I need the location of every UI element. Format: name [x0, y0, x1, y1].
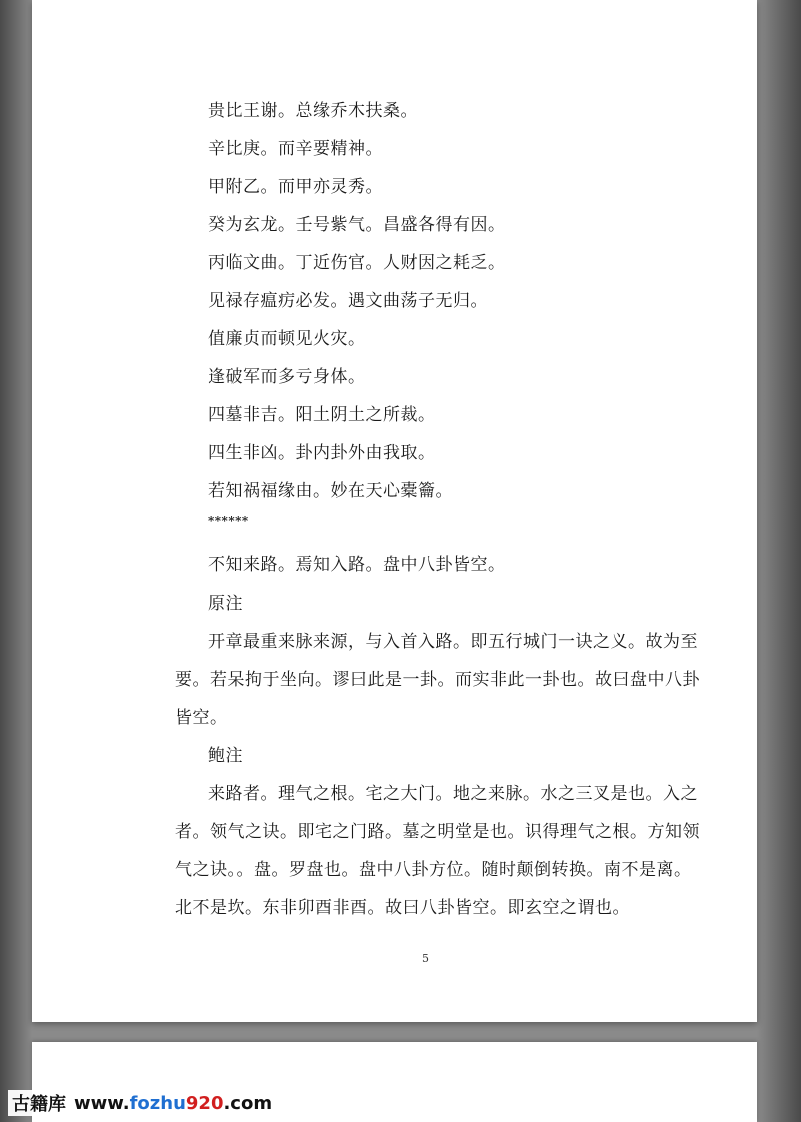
text-line: 辛比庚。而辛要精神。	[208, 139, 383, 159]
watermark-site-name: 古籍库	[12, 1094, 66, 1115]
annotation-heading: 鲍注	[208, 746, 243, 766]
watermark-url-brand: fozhu	[129, 1092, 186, 1114]
document-page	[32, 0, 757, 1022]
text-line: 四墓非吉。阳土阴土之所裁。	[208, 405, 436, 425]
text-line: 北不是坎。东非卯酉非酉。故曰八卦皆空。即玄空之谓也。	[175, 898, 630, 918]
text-line: 皆空。	[175, 708, 228, 728]
text-line: 癸为玄龙。壬号紫气。昌盛各得有因。	[208, 215, 506, 235]
text-line: 甲附乙。而甲亦灵秀。	[208, 177, 383, 197]
text-line: 逢破军而多亏身体。	[208, 367, 366, 387]
section-separator: ******	[208, 514, 249, 528]
site-watermark	[8, 1090, 276, 1116]
text-line: 要。若呆拘于坐向。谬曰此是一卦。而实非此一卦也。故曰盘中八卦	[175, 670, 700, 690]
text-line: 开章最重来脉来源，与入首入路。即五行城门一诀之义。故为至	[208, 632, 698, 652]
watermark-url-number: 920	[185, 1092, 224, 1114]
text-line: 贵比王谢。总缘乔木扶桑。	[208, 101, 418, 121]
annotation-heading: 原注	[208, 594, 243, 614]
watermark-url-prefix: www.	[74, 1092, 130, 1114]
page-number: 5	[422, 952, 429, 965]
text-line: 不知来路。焉知入路。盘中八卦皆空。	[208, 555, 506, 575]
text-line: 者。领气之诀。即宅之门路。墓之明堂是也。识得理气之根。方知领	[175, 822, 700, 842]
text-line: 值廉贞而顿见火灾。	[208, 329, 366, 349]
text-line: 四生非凶。卦内卦外由我取。	[208, 443, 436, 463]
text-line: 气之诀。。盘。罗盘也。盘中八卦方位。随时颠倒转换。南不是离。	[175, 860, 692, 880]
text-line: 若知祸福缘由。妙在天心橐籥。	[208, 481, 453, 501]
text-line: 来路者。理气之根。宅之大门。地之来脉。水之三叉是也。入之	[208, 784, 698, 804]
watermark-url-suffix: .com	[223, 1092, 273, 1114]
text-line: 见禄存瘟疠必发。遇文曲荡子无归。	[208, 291, 488, 311]
text-line: 丙临文曲。丁近伤官。人财因之耗乏。	[208, 253, 506, 273]
